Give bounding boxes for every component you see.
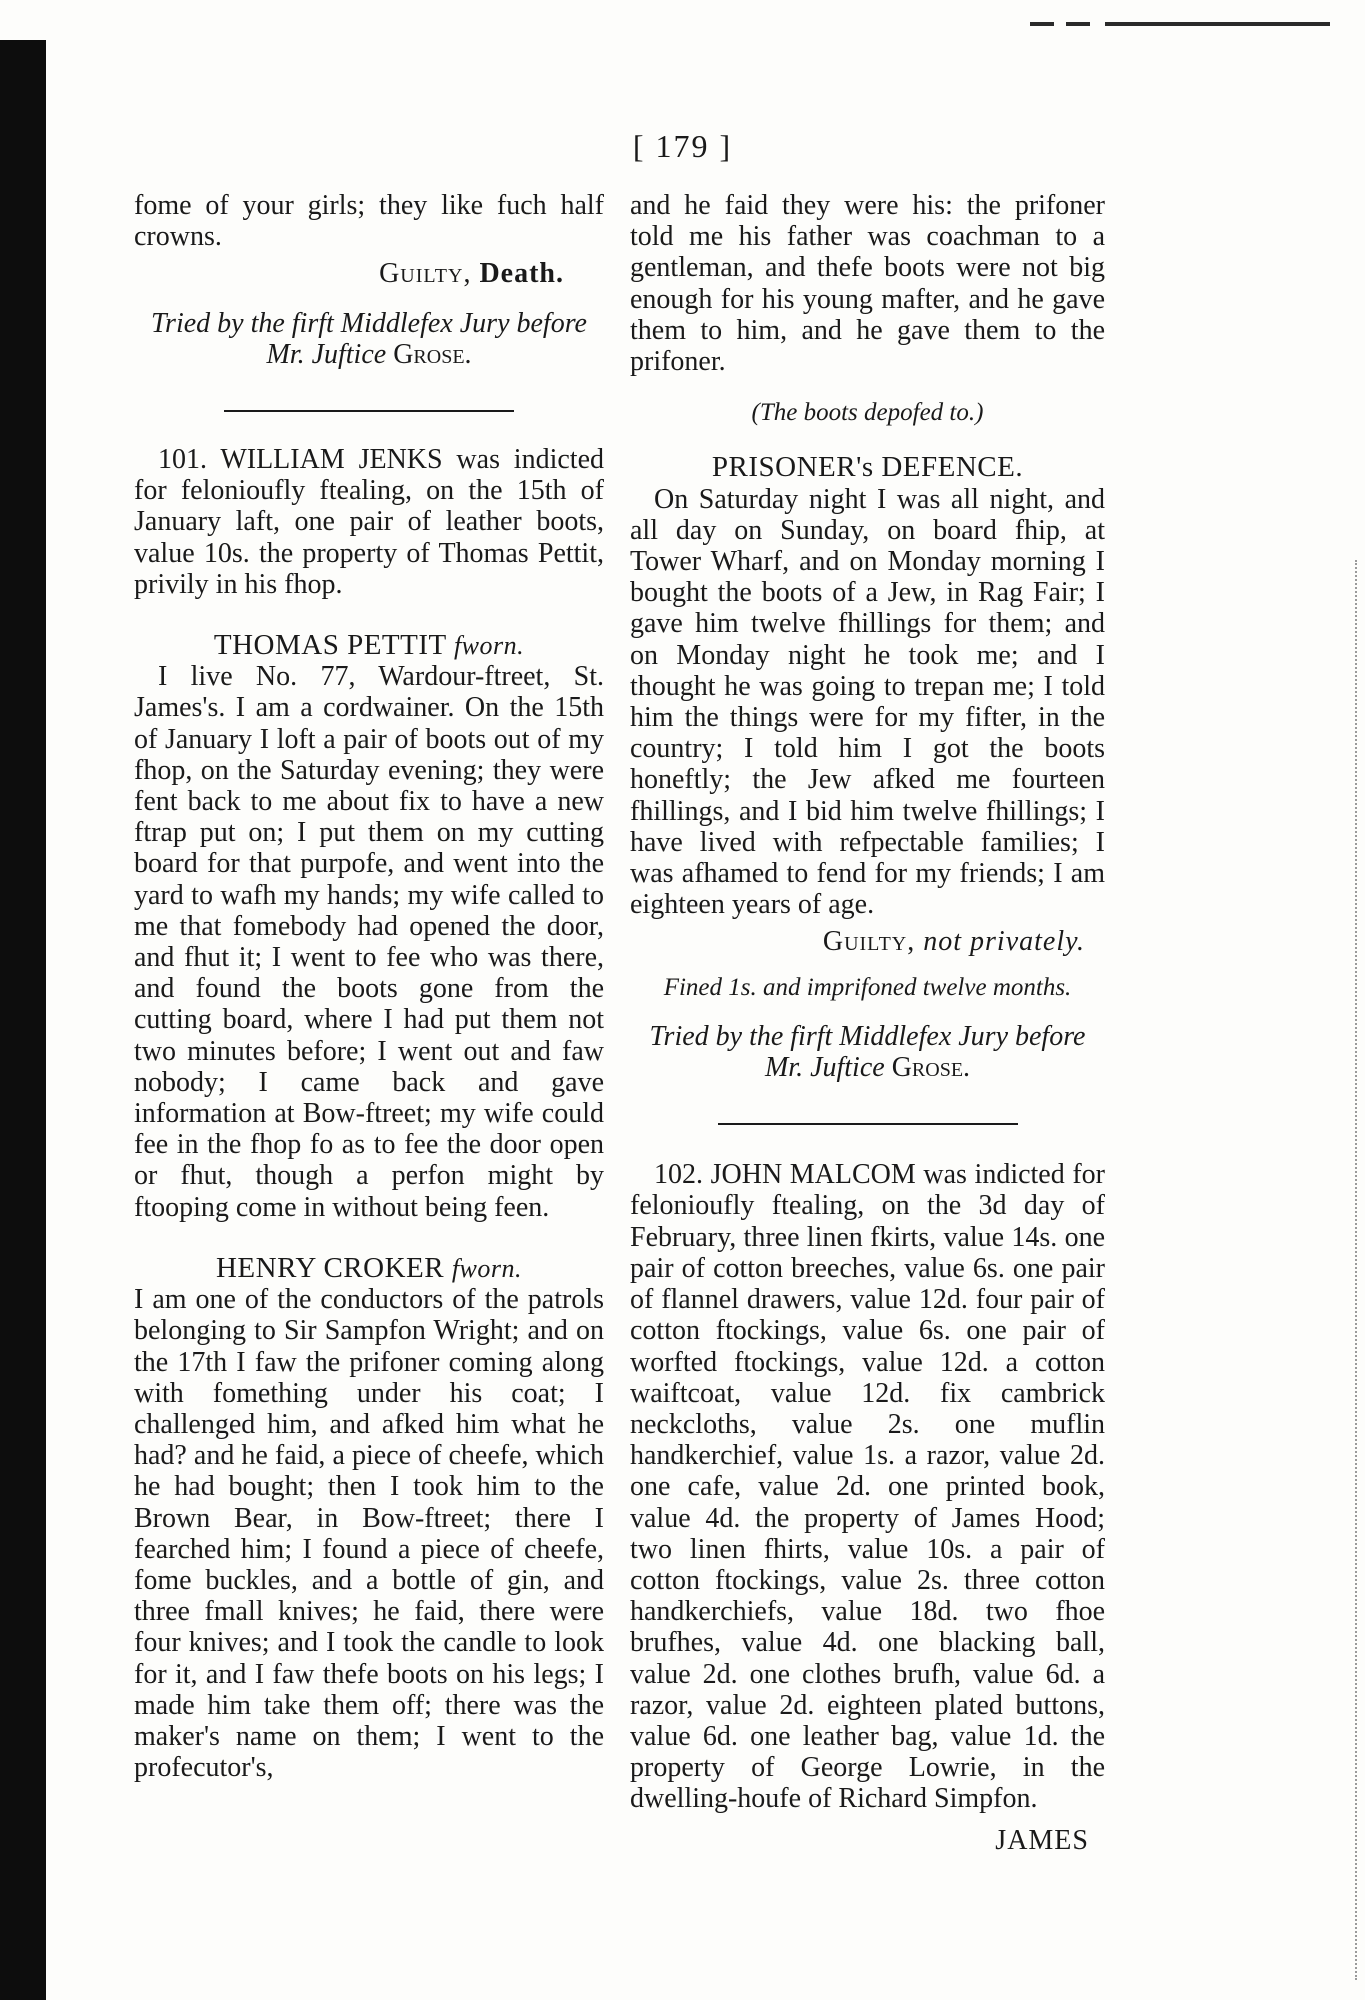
verdict — [134, 258, 604, 289]
case-101-indictment: 101. WILLIAM JENKS was indicted for felonioufly ftealing, on the 15th of January laft, one pair of leather boots, value 10s. the property of Thomas Pettit, privily in his fhop. — [134, 444, 604, 600]
witness-name: THOMAS PETTIT — [213, 629, 447, 662]
binding-gutter — [0, 40, 46, 2000]
testimony-continuation: and he faid they were his: the prifoner told me his father was coachman to a gentleman, and thefe boots were not big enough for his young mafter, and he gave them to him, and he gave them to the prifoner. — [630, 190, 1105, 378]
defence-heading: PRISONER's DEFENCE. — [711, 451, 1024, 484]
verdict — [630, 926, 1105, 957]
top-edge-mark — [1030, 22, 1330, 26]
verdict-sentence: Death. — [479, 258, 564, 290]
page-edge-dots — [1353, 560, 1357, 1980]
section-divider — [718, 1123, 1018, 1125]
tried-line: Tried by the firft Middlefex Jury before — [151, 307, 587, 339]
witness-name: HENRY CROKER — [215, 1251, 445, 1284]
judge-name: Grose. — [393, 338, 472, 370]
right-column — [630, 190, 1105, 1856]
witness-heading — [134, 630, 604, 661]
witness-heading — [134, 1253, 604, 1284]
tried-prefix: Mr. Juftice — [266, 338, 387, 370]
tried-before — [134, 308, 604, 370]
paragraph-continuation: fome of your girls; they like fuch half crowns. — [134, 190, 604, 253]
sentence-note: Fined 1s. and imprifoned twelve months. — [663, 973, 1072, 1001]
section-divider — [224, 410, 514, 412]
witness-sworn: fworn. — [451, 1253, 523, 1283]
witness-sworn: fworn. — [453, 631, 525, 661]
judge-name: Grose. — [891, 1052, 971, 1084]
tried-line: Tried by the firft Middlefex Jury before — [649, 1020, 1086, 1052]
tried-before — [630, 1021, 1105, 1083]
verdict-guilty: Guilty, — [379, 258, 472, 290]
witness-testimony: I live No. 77, Wardour-ftreet, St. James's. I am a cordwainer. On the 15th of January I loft a pair of boots out of my fhop, on the Saturday evening; they were fent back to me about fix to have a new ftrap put on; I put them on my cutting board for that purpofe, and went into the yard to wafh my hands; my wife called to me that fomebody had opened the door, and fhut it; I went to fee who was there, and found the boots gone from the cutting board, where I had put them not two minutes before; I went out and faw nobody; I came back and gave information at Bow-ftreet; my wife could fee in the fhop fo as to fee the door open or fhut, though a perfon might by ftooping come in without being feen. — [134, 661, 604, 1223]
catchword: JAMES — [995, 1824, 1089, 1856]
deposition-note: (The boots depofed to.) — [751, 399, 984, 427]
verdict-guilty: Guilty, — [822, 926, 916, 958]
page-number: [ 179 ] — [632, 128, 733, 164]
witness-testimony: I am one of the conductors of the patrols belonging to Sir Sampfon Wright; and on the 17th I faw the prifoner coming along with fomething under his coat; I challenged him, and afked him what he had? and he faid, a piece of cheefe, which he had bought; then I took him to the Brown Bear, in Bow-ftreet; there I fearched him; I found a piece of cheefe, fome buckles, and a bottle of gin, and three fmall knives; he faid, there were four knives; and I took the candle to look for it, and I faw thefe boots on his legs; I made him take them off; there was the maker's name on them; I went to the profecutor's, — [134, 1284, 604, 1784]
tried-prefix: Mr. Juftice — [764, 1052, 885, 1084]
case-102-indictment: 102. JOHN MALCOM was indicted for felonioufly ftealing, on the 3d day of February, three linen fkirts, value 14s. one pair of cotton breeches, value 6s. one pair of flannel drawers, value 12d. four pair of cotton ftockings, value 6s. one pair of worfted ftockings, value 12d. a cotton waiftcoat, value 12d. fix cambrick neckcloths, value 2s. one muflin handkerchief, value 1s. a razor, value 2d. one cafe, value 2d. one printed book, value 4d. the property of James Hood; two linen fhirts, value 10s. a pair of cotton ftockings, value 2s. three cotton handkerchiefs, value 18d. two fhoe brufhes, value 4d. one blacking ball, value 2d. one clothes brufh, value 6d. a razor, value 2d. eighteen plated buttons, value 6d. one leather bag, value 1d. the property of George Lowrie, in the dwelling-houfe of Richard Simpfon. — [630, 1159, 1105, 1815]
defence-statement: On Saturday night I was all night, and all day on Sunday, on board fhip, at Tower Wharf, and on Monday morning I bought the boots of a Jew, in Rag Fair; I gave him twelve fhillings for them; and on Monday night he took me; and I thought he was going to trepan me; I told him the things were for my fifter, in the country; I told him I got the boots honeftly; the Jew afked me fourteen fhillings, and I bid him twelve fhillings; I have lived with refpectable families; I was afhamed to fend for my friends; I am eighteen years of age. — [630, 483, 1105, 921]
verdict-qualifier: not privately. — [923, 926, 1085, 958]
left-column — [134, 190, 604, 1783]
